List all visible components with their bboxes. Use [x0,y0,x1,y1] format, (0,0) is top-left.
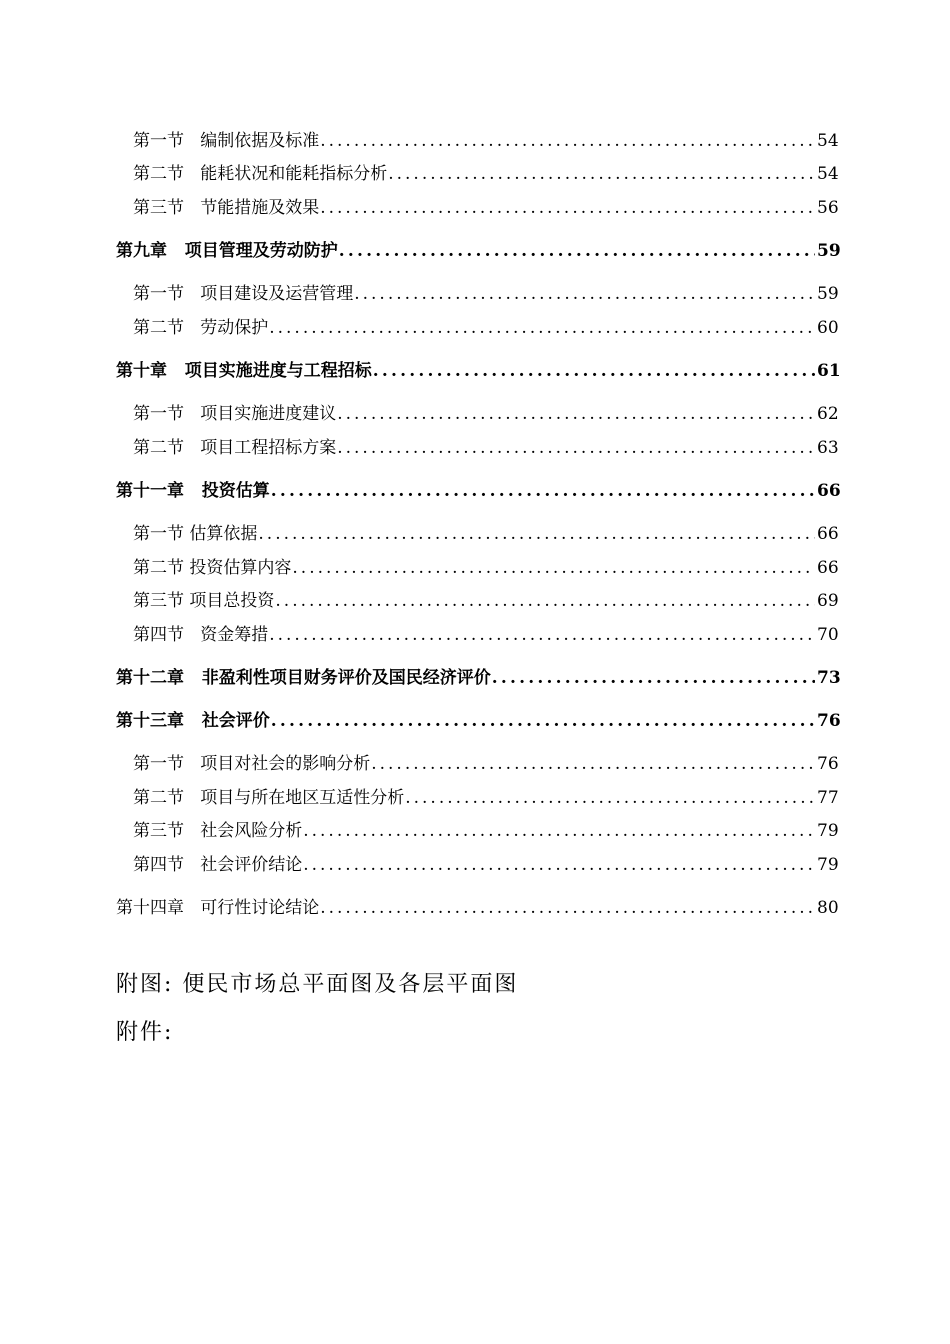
toc-leader-dots [271,480,815,502]
toc-entry-title: 非盈利性项目财务评价及国民经济评价 [184,668,491,688]
toc-entry-page: 80 [817,898,839,918]
toc-entry-page: 56 [817,198,839,218]
toc-entry[interactable] [133,850,839,876]
appendix-attachments: 附件: [116,1020,174,1045]
toc-entry[interactable] [116,236,841,262]
toc-entry-title: 项目建设及运营管理 [184,284,354,304]
toc-leader-dots [337,403,815,425]
toc-entry-title: 估算依据 [184,524,258,544]
toc-entry-page: 66 [817,524,839,544]
toc-entry[interactable] [116,706,841,732]
toc-entry-number: 第十一章 [116,481,184,501]
toc-entry[interactable] [133,399,839,425]
toc-entry-page: 62 [817,404,839,424]
toc-entry-number: 第十二章 [116,668,184,688]
toc-entry-title: 项目实施进度与工程招标 [167,361,372,381]
toc-entry-page: 60 [817,318,839,338]
toc-entry-page: 77 [817,788,839,808]
toc-entry-page: 54 [817,164,839,184]
toc-leader-dots [269,624,815,646]
appendix-figures: 附图: 便民市场总平面图及各层平面图 [116,972,519,997]
toc-entry[interactable] [133,126,839,152]
toc-leader-dots [303,820,815,842]
toc-entry-page: 79 [817,821,839,841]
toc-entry-page: 76 [817,711,841,731]
toc-entry[interactable] [133,433,839,459]
toc-entry-number: 第二节 [133,788,184,808]
toc-entry-title: 劳动保护 [184,318,269,338]
toc-entry-number: 第三节 [133,198,184,218]
toc-entry-page: 66 [817,558,839,578]
toc-entry[interactable] [116,663,841,689]
toc-leader-dots [337,437,815,459]
toc-leader-dots [269,317,815,339]
toc-entry-title: 项目总投资 [184,591,275,611]
toc-entry-number: 第一节 [133,524,184,544]
toc-entry-number: 第一节 [133,754,184,774]
toc-entry[interactable] [116,893,839,919]
toc-entry[interactable] [116,476,841,502]
toc-entry[interactable] [133,313,839,339]
toc-entry[interactable] [133,586,839,612]
toc-entry-title: 可行性讨论结论 [184,898,320,918]
toc-entry-title: 社会评价 [184,711,270,731]
toc-leader-dots [354,283,815,305]
toc-entry[interactable] [133,749,839,775]
toc-entry[interactable] [133,279,839,305]
toc-leader-dots [492,667,815,689]
toc-entry[interactable] [133,620,839,646]
toc-entry-title: 节能措施及效果 [184,198,320,218]
toc-entry-number: 第二节 [133,558,184,578]
toc-leader-dots [373,360,815,382]
toc-leader-dots [388,163,815,185]
toc-leader-dots [339,240,815,262]
toc-leader-dots [292,557,815,579]
toc-entry-number: 第三节 [133,591,184,611]
toc-entry-number: 第二节 [133,318,184,338]
toc-entry-number: 第四节 [133,625,184,645]
toc-entry-number: 第二节 [133,438,184,458]
toc-entry-title: 能耗状况和能耗指标分析 [184,164,388,184]
toc-entry[interactable] [133,553,839,579]
toc-entry-page: 70 [817,625,839,645]
toc-entry[interactable] [133,519,839,545]
toc-entry-title: 社会评价结论 [184,855,303,875]
toc-entry-number: 第一节 [133,131,184,151]
toc-entry[interactable] [116,356,841,382]
toc-leader-dots [405,787,815,809]
toc-entry-number: 第一节 [133,404,184,424]
toc-leader-dots [271,710,815,732]
toc-leader-dots [320,197,815,219]
toc-leader-dots [371,753,815,775]
toc-entry-title: 投资估算 [184,481,270,501]
toc-entry-page: 54 [817,131,839,151]
toc-entry[interactable] [133,159,839,185]
toc-leader-dots [258,523,815,545]
toc-entry-title: 项目与所在地区互适性分析 [184,788,405,808]
toc-entry-number: 第二节 [133,164,184,184]
toc-leader-dots [275,590,815,612]
toc-entry[interactable] [133,816,839,842]
toc-entry-number: 第十四章 [116,898,184,918]
toc-entry-title: 项目工程招标方案 [184,438,337,458]
toc-entry-number: 第四节 [133,855,184,875]
toc-entry-number: 第三节 [133,821,184,841]
toc-leader-dots [303,854,815,876]
toc-entry-page: 79 [817,855,839,875]
toc-entry-page: 63 [817,438,839,458]
toc-entry-title: 项目管理及劳动防护 [167,241,338,261]
toc-entry-title: 社会风险分析 [184,821,303,841]
toc-entry-page: 59 [817,241,841,261]
toc-entry-title: 编制依据及标准 [184,131,320,151]
toc-entry-title: 资金筹措 [184,625,269,645]
toc-entry-page: 76 [817,754,839,774]
toc-entry-page: 61 [817,361,841,381]
toc-entry-title: 项目实施进度建议 [184,404,337,424]
toc-entry-title: 投资估算内容 [184,558,292,578]
toc-entry-page: 66 [817,481,841,501]
toc-entry-number: 第一节 [133,284,184,304]
toc-entry[interactable] [133,783,839,809]
toc-entry-number: 第九章 [116,241,167,261]
toc-entry-title: 项目对社会的影响分析 [184,754,371,774]
toc-entry-page: 59 [817,284,839,304]
toc-entry-page: 69 [817,591,839,611]
toc-entry-number: 第十三章 [116,711,184,731]
toc-leader-dots [320,897,815,919]
toc-entry-number: 第十章 [116,361,167,381]
toc-leader-dots [320,130,815,152]
toc-entry[interactable] [133,193,839,219]
toc-entry-page: 73 [817,668,841,688]
